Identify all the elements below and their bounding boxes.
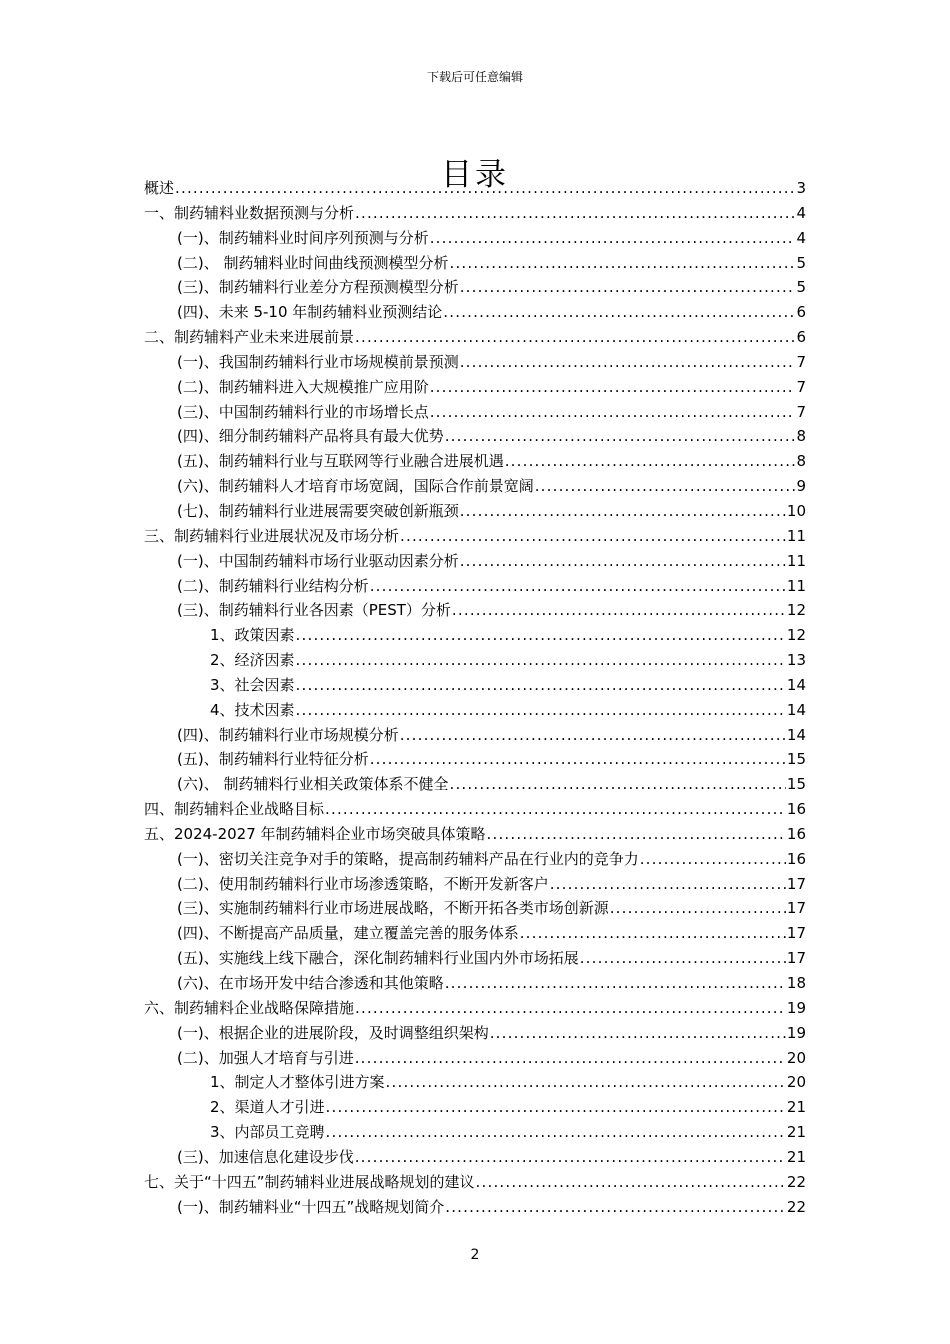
toc-entry-page: 12	[786, 626, 806, 645]
toc-dot-leader	[355, 1145, 786, 1170]
toc-entry[interactable]	[144, 896, 806, 921]
toc-entry-page: 6	[796, 303, 806, 322]
toc-dot-leader	[476, 1170, 786, 1195]
toc-entry-title: (一)、我国制药辅料行业市场规模前景预测	[177, 352, 459, 371]
toc-entry[interactable]	[144, 1120, 806, 1145]
page-title: 目录	[441, 156, 509, 193]
toc-dot-leader	[452, 598, 786, 623]
toc-dot-leader	[445, 424, 796, 449]
toc-entry-page: 18	[786, 974, 806, 992]
toc-entry-page: 14	[786, 725, 806, 744]
page-header: 下载后可任意编辑	[426, 70, 523, 84]
toc-entry[interactable]	[144, 201, 806, 226]
toc-entry[interactable]	[144, 946, 806, 971]
toc-entry-title: (三)、制药辅料行业差分方程预测模型分析	[177, 278, 459, 297]
toc-dot-leader	[449, 772, 785, 797]
toc-entry[interactable]	[144, 1021, 806, 1046]
toc-dot-leader	[460, 549, 786, 574]
toc-entry-page: 9	[796, 477, 806, 496]
toc-entry-page: 19	[786, 1023, 806, 1042]
toc-entry-page: 21	[786, 1098, 806, 1117]
toc-entry-page: 10	[786, 501, 806, 520]
toc-entry-title: (一)、制药辅料业“十四五”战略规划简介	[177, 1197, 445, 1216]
toc-entry-title: 3、社会因素	[210, 675, 295, 694]
toc-dot-leader	[445, 971, 786, 996]
toc-entry-title: (四)、制药辅料行业市场规模分析	[177, 725, 399, 744]
toc-entry-title: (七)、制药辅料行业进展需要突破创新瓶颈	[177, 501, 459, 520]
toc-entry-title: (六)、制药辅料人才培育市场宽阔，国际合作前景宽阔	[177, 477, 534, 496]
toc-entry-page: 11	[786, 576, 806, 595]
toc-entry-title: (二)、制药辅料进入大规模推广应用阶	[177, 377, 429, 396]
toc-entry-title: 3、内部员工竞聘	[210, 1123, 325, 1142]
toc-entry[interactable]	[144, 648, 806, 673]
toc-entry[interactable]	[144, 574, 806, 599]
toc-entry-page: 21	[786, 1147, 806, 1166]
toc-dot-leader	[430, 375, 796, 400]
toc-entry-page: 6	[796, 328, 806, 347]
toc-dot-leader	[430, 400, 796, 425]
toc-dot-leader	[505, 449, 796, 474]
toc-entry[interactable]	[144, 772, 806, 797]
toc-entry[interactable]	[144, 524, 806, 549]
toc-entry[interactable]	[144, 1095, 806, 1120]
toc-entry-page: 8	[796, 427, 806, 446]
toc-dot-leader	[430, 226, 796, 251]
toc-entry-page: 14	[786, 700, 806, 719]
toc-entry-page: 5	[796, 253, 806, 272]
toc-dot-leader	[386, 1070, 786, 1095]
toc-dot-leader	[355, 325, 795, 350]
toc-entry-title: (六)、 制药辅料行业相关政策体系不健全	[177, 775, 449, 794]
toc-entry-title: (六)、在市场开发中结合渗透和其他策略	[177, 974, 444, 992]
toc-entry[interactable]	[144, 226, 806, 251]
toc-dot-leader	[520, 921, 786, 946]
toc-entry-page: 15	[786, 775, 806, 794]
toc-entry-page: 16	[786, 849, 806, 868]
toc-entry-page: 13	[786, 651, 806, 670]
toc-entry-title: 一、制药辅料业数据预测与分析	[144, 203, 355, 222]
toc-entry[interactable]	[144, 971, 806, 996]
toc-entry-page: 11	[786, 551, 806, 570]
toc-entry-page: 19	[786, 998, 806, 1017]
toc-entry-title: (一)、根据企业的进展阶段，及时调整组织架构	[177, 1023, 489, 1042]
toc-entry[interactable]	[144, 822, 806, 847]
toc-entry-page: 7	[796, 377, 806, 396]
toc-entry[interactable]	[144, 449, 806, 474]
toc-entry-page: 5	[796, 278, 806, 297]
toc-entry-title: 1、制定人才整体引进方案	[210, 1073, 385, 1092]
toc-entry-title: 2、经济因素	[210, 651, 295, 670]
toc-dot-leader	[487, 822, 786, 847]
toc-entry-title: (五)、制药辅料行业与互联网等行业融合进展机遇	[177, 452, 504, 471]
toc-entry-title: (二)、 制药辅料业时间曲线预测模型分析	[177, 253, 449, 272]
toc-entry[interactable]	[144, 797, 806, 822]
toc-entry-title: 二、制药辅料产业未来进展前景	[144, 328, 355, 347]
table-of-contents	[144, 176, 806, 1219]
toc-entry-page: 15	[786, 750, 806, 769]
toc-entry[interactable]	[144, 549, 806, 574]
toc-entry-page: 7	[796, 352, 806, 371]
toc-entry[interactable]	[144, 424, 806, 449]
toc-entry-title: (二)、制药辅料行业结构分析	[177, 576, 369, 595]
toc-entry-page: 17	[786, 899, 806, 918]
toc-entry[interactable]	[144, 872, 806, 897]
toc-entry[interactable]	[144, 1070, 806, 1095]
toc-dot-leader	[443, 300, 795, 325]
toc-dot-leader	[370, 574, 786, 599]
toc-entry-title: (三)、实施制药辅料行业市场进展战略，不断开拓各类市场创新源	[177, 899, 609, 918]
toc-entry[interactable]	[144, 275, 806, 300]
toc-entry[interactable]	[144, 623, 806, 648]
toc-entry[interactable]	[144, 1046, 806, 1071]
toc-dot-leader	[460, 275, 796, 300]
toc-entry-title: (二)、加强人才培育与引进	[177, 1048, 354, 1067]
toc-entry-page: 12	[786, 601, 806, 620]
toc-entry-page: 17	[786, 874, 806, 893]
toc-dot-leader	[355, 1046, 786, 1071]
toc-entry[interactable]	[144, 400, 806, 425]
toc-entry-title: 三、制药辅料行业进展状况及市场分析	[144, 526, 400, 545]
toc-dot-leader	[355, 996, 786, 1021]
toc-entry-page: 21	[786, 1123, 806, 1142]
toc-entry[interactable]	[144, 499, 806, 524]
toc-dot-leader	[296, 698, 786, 723]
toc-dot-leader	[296, 673, 786, 698]
toc-entry-title: 六、制药辅料企业战略保障措施	[144, 998, 355, 1017]
toc-entry-page: 4	[796, 203, 806, 222]
toc-entry-title: (一)、中国制药辅料市场行业驱动因素分析	[177, 551, 459, 570]
toc-entry-title: (四)、不断提高产品质量，建立覆盖完善的服务体系	[177, 924, 519, 943]
toc-dot-leader	[535, 474, 796, 499]
toc-entry-title: (一)、密切关注竞争对手的策略，提高制药辅料产品在行业内的竞争力	[177, 849, 639, 868]
toc-dot-leader	[355, 201, 795, 226]
toc-entry-page: 16	[786, 824, 806, 843]
toc-entry-page: 7	[796, 402, 806, 421]
toc-entry-page: 22	[786, 1172, 806, 1191]
toc-entry-page: 14	[786, 675, 806, 694]
toc-entry-title: (三)、制药辅料行业各因素（PEST）分析	[177, 601, 451, 620]
toc-entry-title: 五、2024-2027 年制药辅料企业市场突破具体策略	[144, 824, 486, 843]
toc-dot-leader	[640, 847, 786, 872]
toc-entry-page: 17	[786, 924, 806, 943]
toc-entry[interactable]	[144, 996, 806, 1021]
toc-dot-leader	[550, 872, 786, 897]
toc-entry-title: (二)、使用制药辅料行业市场渗透策略，不断开发新客户	[177, 874, 549, 893]
toc-entry-title: (三)、中国制药辅料行业的市场增长点	[177, 402, 429, 421]
toc-entry-page: 11	[786, 526, 806, 545]
toc-entry[interactable]	[144, 847, 806, 872]
toc-entry[interactable]	[144, 1170, 806, 1195]
toc-entry[interactable]	[144, 598, 806, 623]
toc-dot-leader	[370, 747, 786, 772]
toc-entry[interactable]	[144, 673, 806, 698]
toc-entry-title: (三)、加速信息化建设步伐	[177, 1147, 354, 1166]
toc-entry[interactable]	[144, 1145, 806, 1170]
toc-entry-title: 四、制药辅料企业战略目标	[144, 800, 325, 819]
toc-entry-title: 1、政策因素	[210, 626, 295, 645]
toc-dot-leader	[296, 648, 786, 673]
toc-entry-page: 16	[786, 800, 806, 819]
toc-dot-leader	[326, 1095, 786, 1120]
toc-entry-page: 3	[796, 179, 806, 197]
toc-dot-leader	[325, 797, 786, 822]
toc-dot-leader	[449, 251, 795, 276]
toc-entry-page: 20	[786, 1048, 806, 1067]
toc-entry-title: (五)、制药辅料行业特征分析	[177, 750, 369, 769]
toc-entry[interactable]	[144, 1195, 806, 1220]
toc-entry-title: 4、技术因素	[210, 700, 295, 719]
toc-entry-page: 17	[786, 949, 806, 968]
toc-dot-leader	[400, 723, 786, 748]
toc-dot-leader	[400, 524, 786, 549]
toc-entry-title: 概述	[144, 179, 175, 197]
toc-dot-leader	[580, 946, 786, 971]
toc-entry-title: 七、关于“十四五”制药辅料业进展战略规划的建议	[144, 1172, 475, 1191]
toc-entry-title: (四)、未来 5-10 年制药辅料业预测结论	[177, 303, 443, 322]
toc-dot-leader	[296, 623, 786, 648]
toc-entry-page: 22	[786, 1197, 806, 1216]
toc-entry-title: (一)、制药辅料业时间序列预测与分析	[177, 228, 429, 247]
toc-entry[interactable]	[144, 723, 806, 748]
toc-entry-title: (四)、细分制药辅料产品将具有最大优势	[177, 427, 444, 446]
toc-entry-page: 8	[796, 452, 806, 471]
toc-entry-page: 4	[796, 228, 806, 247]
toc-entry-title: 2、渠道人才引进	[210, 1098, 325, 1117]
toc-dot-leader	[610, 896, 786, 921]
toc-entry[interactable]	[144, 747, 806, 772]
toc-entry-title: (五)、实施线上线下融合，深化制药辅料行业国内外市场拓展	[177, 949, 579, 968]
toc-entry[interactable]	[144, 921, 806, 946]
toc-entry[interactable]	[144, 300, 806, 325]
toc-dot-leader	[460, 499, 786, 524]
toc-dot-leader	[490, 1021, 786, 1046]
toc-dot-leader	[460, 350, 796, 375]
toc-entry[interactable]	[144, 325, 806, 350]
toc-dot-leader	[326, 1120, 786, 1145]
toc-entry[interactable]	[144, 251, 806, 276]
toc-dot-leader	[175, 176, 795, 201]
toc-entry[interactable]	[144, 375, 806, 400]
toc-entry[interactable]	[144, 176, 806, 201]
toc-dot-leader	[445, 1195, 786, 1220]
toc-entry[interactable]	[144, 698, 806, 723]
toc-entry[interactable]	[144, 350, 806, 375]
toc-entry[interactable]	[144, 474, 806, 499]
page-number: 2	[470, 1247, 480, 1263]
toc-entry-page: 20	[786, 1073, 806, 1092]
